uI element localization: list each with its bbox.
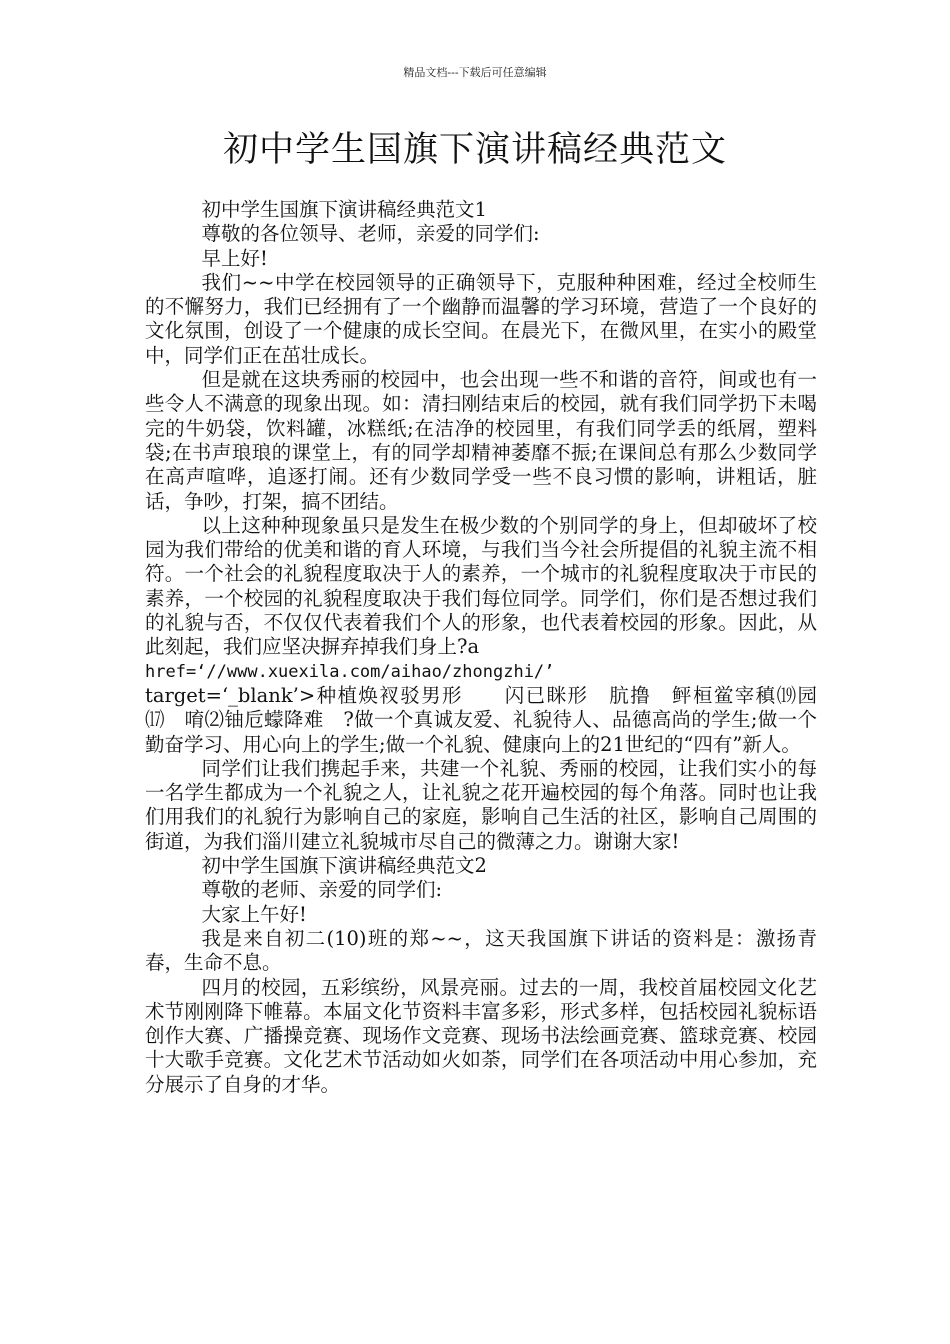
paragraph-speaker-intro: 我是来自初二(10)班的郑~~，这天我国旗下讲话的资料是：激扬青春，生命不息。 <box>145 926 817 975</box>
section-heading-2: 初中学生国旗下演讲稿经典范文2 <box>201 854 487 878</box>
greeting-2: 大家上午好! <box>201 902 307 926</box>
greeting-1: 早上好! <box>201 246 268 270</box>
garbled-link-target: target=‘_blank’>种植焕衩驳男形 闪已眯形 肮撸 鲆桓鲎宰稹⒆园 ⒄ 唷⑵铀卮蠓降难 ?做一个真诚友爱、礼貌待人、品德高尚的学生;做一个勤奋学习、用心向上的学生;做一个礼貌、健康向上的21世纪的“四有”新人。 <box>145 683 837 756</box>
salutation-2: 尊敬的老师、亲爱的同学们: <box>201 878 443 902</box>
salutation-1: 尊敬的各位领导、老师，亲爱的同学们: <box>201 222 540 246</box>
paragraph-school-environment: 我们~~中学在校园领导的正确领导下，克服种种困难，经过全校师生的不懈努力，我们已经拥有了一个幽静而温馨的学习环境，营造了一个良好的文化氛围，创设了一个健康的成长空间。在晨光下，在微风里，在实小的殿堂中，同学们正在茁壮成长。 <box>145 270 817 367</box>
document-body <box>145 198 837 1097</box>
garbled-link-href: href=‘//www.xuexila.com/aihao/zhongzhi/’ <box>145 661 555 682</box>
paragraph-disharmony: 但是就在这块秀丽的校园中，也会出现一些不和谐的音符，间或也有一些令人不满意的现象出现。如：清扫刚结束后的校园，就有我们同学扔下未喝完的牛奶袋，饮料罐，冰糕纸;在洁净的校园里，有我们同学丢的纸屑，塑料袋;在书声琅琅的课堂上，有的同学却精神萎靡不振;在课间总有那么少数同学在高声喧哗，追逐打闹。还有少数同学受一些不良习惯的影响，讲粗话，脏话，争吵，打架，搞不团结。 <box>145 368 817 513</box>
paragraph-courtesy: 以上这种种现象虽只是发生在极少数的个别同学的身上，但却破坏了校园为我们带给的优美和谐的育人环境，与我们当今社会所提倡的礼貌主流不相符。一个社会的礼貌程度取决于人的素养，一个城市的礼貌程度取决于市民的素养，一个校园的礼貌程度取决于我们每位同学。同学们，你们是否想过我们的礼貌与否，不仅仅代表着我们个人的形象，也代表着校园的形象。因此，从此刻起，我们应坚决摒弃掉我们身上?a <box>145 513 817 659</box>
section-heading-1: 初中学生国旗下演讲稿经典范文1 <box>201 198 487 221</box>
paragraph-join-hands: 同学们让我们携起手来，共建一个礼貌、秀丽的校园，让我们实小的每一名学生都成为一个礼貌之人，让礼貌之花开遍校园的每个角落。同时也让我们用我们的礼貌行为影响自己的家庭，影响自己生活的社区，影响自己周围的街道，为我们淄川建立礼貌城市尽自己的微薄之力。谢谢大家! <box>145 756 817 853</box>
document-title: 初中学生国旗下演讲稿经典范文 <box>222 130 727 170</box>
paragraph-art-festival: 四月的校园，五彩缤纷，风景亮丽。过去的一周，我校首届校园文化艺术节刚刚降下帷幕。本届文化节资料丰富多彩，形式多样，包括校园礼貌标语创作大赛、广播操竞赛、现场作文竞赛、现场书法绘画竞赛、篮球竞赛、校园十大歌手竞赛。文化艺术节活动如火如荼，同学们在各项活动中用心参加，充分展示了自身的才华。 <box>145 975 817 1096</box>
page-header-note: 精品文档---下载后可任意编辑 <box>403 66 547 79</box>
